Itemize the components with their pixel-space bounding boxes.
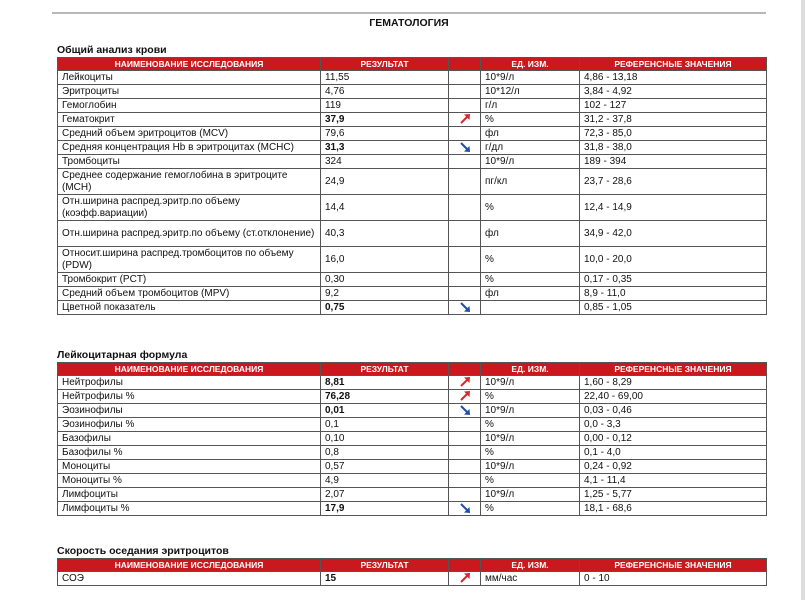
test-unit: фл — [481, 287, 580, 301]
table-row — [58, 195, 767, 221]
result-flag — [449, 85, 481, 99]
table-row — [58, 488, 767, 502]
result-flag — [449, 247, 481, 273]
test-result: 0,57 — [321, 460, 449, 474]
table-row — [58, 247, 767, 273]
column-header-name: НАИМЕНОВАНИЕ ИССЛЕДОВАНИЯ — [58, 58, 321, 71]
result-flag — [449, 376, 481, 390]
reference-range: 72,3 - 85,0 — [580, 127, 767, 141]
test-result: 76,28 — [321, 390, 449, 404]
test-result: 4,76 — [321, 85, 449, 99]
table-row — [58, 169, 767, 195]
column-header-name: НАИМЕНОВАНИЕ ИССЛЕДОВАНИЯ — [58, 559, 321, 572]
test-unit: 10*9/л — [481, 71, 580, 85]
reference-range: 4,86 - 13,18 — [580, 71, 767, 85]
test-result: 37,9 — [321, 113, 449, 127]
test-name: Средний объем тромбоцитов (MPV) — [58, 287, 321, 301]
test-name: Средняя концентрация Hb в эритроцитах (MCHC) — [58, 141, 321, 155]
result-flag — [449, 273, 481, 287]
test-result: 24,9 — [321, 169, 449, 195]
result-flag — [449, 301, 481, 315]
arrow-down-right-icon — [459, 301, 471, 313]
reference-range: 0,85 - 1,05 — [580, 301, 767, 315]
column-header-unit: ЕД. ИЗМ. — [481, 363, 580, 376]
result-flag — [449, 155, 481, 169]
column-header-ref: РЕФЕРЕНСНЫЕ ЗНАЧЕНИЯ — [580, 559, 767, 572]
column-header-unit: ЕД. ИЗМ. — [481, 58, 580, 71]
reference-range: 31,2 - 37,8 — [580, 113, 767, 127]
test-name: Гематокрит — [58, 113, 321, 127]
test-result: 9,2 — [321, 287, 449, 301]
result-flag — [449, 71, 481, 85]
test-name: Среднее содержание гемоглобина в эритроците (MCH) — [58, 169, 321, 195]
table-row — [58, 99, 767, 113]
test-unit — [481, 301, 580, 315]
test-name: Цветной показатель — [58, 301, 321, 315]
test-unit: мм/час — [481, 572, 580, 586]
table-row — [58, 141, 767, 155]
reference-range: 18,1 - 68,6 — [580, 502, 767, 516]
test-unit: пг/кл — [481, 169, 580, 195]
test-unit: 10*9/л — [481, 404, 580, 418]
table-row — [58, 221, 767, 247]
reference-range: 0,1 - 4,0 — [580, 446, 767, 460]
test-name: СОЭ — [58, 572, 321, 586]
reference-range: 23,7 - 28,6 — [580, 169, 767, 195]
test-unit: % — [481, 247, 580, 273]
test-unit: % — [481, 273, 580, 287]
table-row — [58, 502, 767, 516]
arrow-down-right-icon — [459, 404, 471, 416]
test-result: 11,55 — [321, 71, 449, 85]
test-unit: 10*9/л — [481, 488, 580, 502]
test-unit: 10*9/л — [481, 432, 580, 446]
test-result: 0,1 — [321, 418, 449, 432]
result-flag — [449, 418, 481, 432]
table-row — [58, 113, 767, 127]
test-name: Тромбокрит (PCT) — [58, 273, 321, 287]
table-row — [58, 390, 767, 404]
result-flag — [449, 474, 481, 488]
test-unit: % — [481, 113, 580, 127]
test-result: 31,3 — [321, 141, 449, 155]
table-row — [58, 418, 767, 432]
table-row — [58, 155, 767, 169]
result-flag — [449, 287, 481, 301]
table-row — [58, 572, 767, 586]
table-row — [58, 301, 767, 315]
reference-range: 22,40 - 69,00 — [580, 390, 767, 404]
result-flag — [449, 460, 481, 474]
reference-range: 34,9 - 42,0 — [580, 221, 767, 247]
test-unit: % — [481, 418, 580, 432]
result-flag — [449, 446, 481, 460]
column-header-unit: ЕД. ИЗМ. — [481, 559, 580, 572]
result-flag — [449, 390, 481, 404]
test-name: Нейтрофилы — [58, 376, 321, 390]
test-name: Моноциты — [58, 460, 321, 474]
test-unit: 10*9/л — [481, 460, 580, 474]
page-title: ГЕМАТОЛОГИЯ — [369, 17, 449, 29]
test-result: 0,10 — [321, 432, 449, 446]
test-result: 8,81 — [321, 376, 449, 390]
table-row — [58, 71, 767, 85]
result-flag — [449, 488, 481, 502]
table-header-row — [58, 363, 767, 376]
test-name: Эозинофилы % — [58, 418, 321, 432]
test-result: 16,0 — [321, 247, 449, 273]
test-result: 0,30 — [321, 273, 449, 287]
test-name: Средний объем эритроцитов (MCV) — [58, 127, 321, 141]
result-flag — [449, 169, 481, 195]
reference-range: 0 - 10 — [580, 572, 767, 586]
result-flag — [449, 113, 481, 127]
section-title-leukocyte-formula: Лейкоцитарная формула — [57, 349, 188, 361]
result-flag — [449, 502, 481, 516]
reference-range: 1,60 - 8,29 — [580, 376, 767, 390]
test-result: 15 — [321, 572, 449, 586]
test-unit: % — [481, 390, 580, 404]
reference-range: 0,17 - 0,35 — [580, 273, 767, 287]
test-name: Отн.ширина распред.эритр.по объему (ст.отклонение) — [58, 221, 321, 247]
result-flag — [449, 195, 481, 221]
column-header-result: РЕЗУЛЬТАТ — [321, 363, 449, 376]
table-row — [58, 432, 767, 446]
test-name: Относит.ширина распред.тромбоцитов по объему (PDW) — [58, 247, 321, 273]
arrow-down-right-icon — [459, 502, 471, 514]
result-flag — [449, 404, 481, 418]
result-flag — [449, 432, 481, 446]
table-header-row — [58, 559, 767, 572]
table-row — [58, 446, 767, 460]
test-result: 119 — [321, 99, 449, 113]
test-result: 0,8 — [321, 446, 449, 460]
test-unit: % — [481, 195, 580, 221]
column-header-name: НАИМЕНОВАНИЕ ИССЛЕДОВАНИЯ — [58, 363, 321, 376]
table-row — [58, 273, 767, 287]
leukocyte-table — [57, 362, 767, 516]
arrow-up-right-icon — [459, 390, 471, 402]
arrow-up-right-icon — [459, 572, 471, 584]
table-row — [58, 460, 767, 474]
test-name: Нейтрофилы % — [58, 390, 321, 404]
test-name: Лейкоциты — [58, 71, 321, 85]
reference-range: 4,1 - 11,4 — [580, 474, 767, 488]
test-result: 4,9 — [321, 474, 449, 488]
result-flag — [449, 572, 481, 586]
column-header-result: РЕЗУЛЬТАТ — [321, 559, 449, 572]
test-result: 17,9 — [321, 502, 449, 516]
section-title-esr: Скорость оседания эритроцитов — [57, 545, 229, 557]
result-flag — [449, 127, 481, 141]
column-header-flag — [449, 559, 481, 572]
reference-range: 10,0 - 20,0 — [580, 247, 767, 273]
test-unit: % — [481, 502, 580, 516]
reference-range: 0,03 - 0,46 — [580, 404, 767, 418]
reference-range: 31,8 - 38,0 — [580, 141, 767, 155]
table-row — [58, 287, 767, 301]
test-unit: г/л — [481, 99, 580, 113]
reference-range: 0,0 - 3,3 — [580, 418, 767, 432]
test-unit: % — [481, 474, 580, 488]
result-flag — [449, 221, 481, 247]
reference-range: 0,24 - 0,92 — [580, 460, 767, 474]
reference-range: 8,9 - 11,0 — [580, 287, 767, 301]
test-unit: фл — [481, 127, 580, 141]
test-unit: фл — [481, 221, 580, 247]
section-title-cbc: Общий анализ крови — [57, 44, 167, 56]
test-name: Лимфоциты — [58, 488, 321, 502]
test-result: 2,07 — [321, 488, 449, 502]
test-result: 324 — [321, 155, 449, 169]
test-unit: 10*9/л — [481, 155, 580, 169]
table-row — [58, 474, 767, 488]
column-header-ref: РЕФЕРЕНСНЫЕ ЗНАЧЕНИЯ — [580, 58, 767, 71]
column-header-result: РЕЗУЛЬТАТ — [321, 58, 449, 71]
reference-range: 3,84 - 4,92 — [580, 85, 767, 99]
cbc-table — [57, 57, 767, 315]
reference-range: 1,25 - 5,77 — [580, 488, 767, 502]
test-result: 0,01 — [321, 404, 449, 418]
table-row — [58, 376, 767, 390]
test-unit: 10*9/л — [481, 376, 580, 390]
result-flag — [449, 99, 481, 113]
test-name: Базофилы — [58, 432, 321, 446]
test-name: Лимфоциты % — [58, 502, 321, 516]
arrow-up-right-icon — [459, 376, 471, 388]
column-header-flag — [449, 363, 481, 376]
test-unit: г/дл — [481, 141, 580, 155]
esr-table — [57, 558, 767, 586]
table-row — [58, 404, 767, 418]
page-top-rule — [52, 12, 766, 14]
test-name: Тромбоциты — [58, 155, 321, 169]
column-header-flag — [449, 58, 481, 71]
reference-range: 102 - 127 — [580, 99, 767, 113]
test-name: Отн.ширина распред.эритр.по объему (коэфф.вариации) — [58, 195, 321, 221]
test-result: 79,6 — [321, 127, 449, 141]
reference-range: 12,4 - 14,9 — [580, 195, 767, 221]
table-row — [58, 127, 767, 141]
test-result: 0,75 — [321, 301, 449, 315]
reference-range: 0,00 - 0,12 — [580, 432, 767, 446]
test-name: Базофилы % — [58, 446, 321, 460]
test-name: Эозинофилы — [58, 404, 321, 418]
arrow-up-right-icon — [459, 113, 471, 125]
test-name: Гемоглобин — [58, 99, 321, 113]
test-unit: % — [481, 446, 580, 460]
test-unit: 10*12/л — [481, 85, 580, 99]
reference-range: 189 - 394 — [580, 155, 767, 169]
page-edge — [801, 0, 805, 600]
table-row — [58, 85, 767, 99]
result-flag — [449, 141, 481, 155]
arrow-down-right-icon — [459, 141, 471, 153]
test-name: Моноциты % — [58, 474, 321, 488]
test-result: 14,4 — [321, 195, 449, 221]
test-name: Эритроциты — [58, 85, 321, 99]
table-header-row — [58, 58, 767, 71]
test-result: 40,3 — [321, 221, 449, 247]
column-header-ref: РЕФЕРЕНСНЫЕ ЗНАЧЕНИЯ — [580, 363, 767, 376]
